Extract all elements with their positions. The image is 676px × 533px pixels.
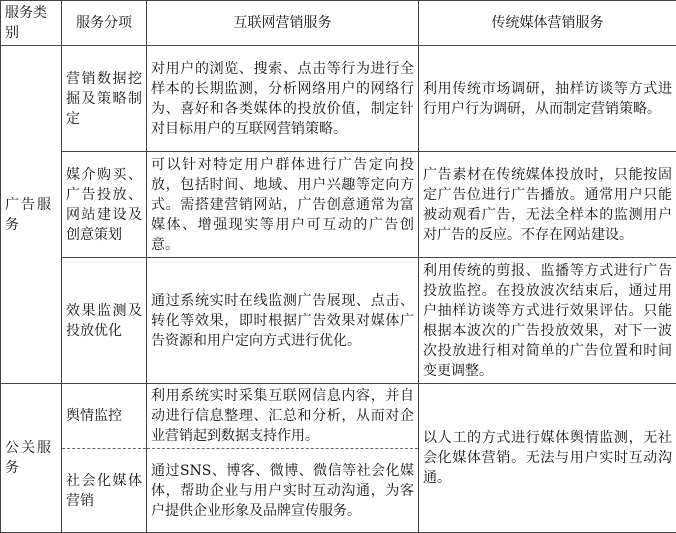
internet-cell: 通过系统实时在线监测广告展现、点击、转化等效果，即时根据广告效果对媒体广告资源和用户定向方式进行优化。 xyxy=(147,258,419,384)
service-type-ad: 广告服务 xyxy=(1,46,62,384)
internet-cell: 利用系统实时采集互联网信息内容，并自动进行信息整理、汇总和分析，从而对企业营销起到数据支持作用。 xyxy=(147,384,419,449)
table-row xyxy=(1,384,676,449)
traditional-cell: 利用传统市场调研，抽样访谈等方式进行用户行为调研，从而制定营销策略。 xyxy=(419,46,676,152)
header-row xyxy=(1,1,676,46)
sub-item: 舆情监控 xyxy=(62,384,147,449)
internet-cell: 可以针对特定用户群体进行广告定向投放，包括时间、地域、用户兴趣等定向方式。需搭建营销网站，广告创意通常为富媒体、增强现实等用户可互动的广告创意。 xyxy=(147,152,419,258)
header-service-type: 服务类别 xyxy=(1,1,62,46)
table-row xyxy=(1,152,676,258)
header-internet-marketing: 互联网营销服务 xyxy=(147,1,419,46)
sub-item: 社会化媒体营销 xyxy=(62,449,147,533)
internet-cell: 通过SNS、博客、微博、微信等社会化媒体，帮助企业与用户实时互动沟通，为客户提供企业形象及品牌宣传服务。 xyxy=(147,449,419,533)
table-row xyxy=(1,258,676,384)
table-row xyxy=(1,46,676,152)
header-traditional-marketing: 传统媒体营销服务 xyxy=(419,1,676,46)
service-type-pr: 公关服务 xyxy=(1,384,62,533)
sub-item: 营销数据挖掘及策略制定 xyxy=(62,46,147,152)
traditional-cell: 以人工的方式进行媒体舆情监测，无社会化媒体营销。无法与用户实时互动沟通。 xyxy=(419,384,676,533)
traditional-cell: 广告素材在传统媒体投放时，只能按固定广告位进行广告播放。通常用户只能被动观看广告，无法全样本的监测用户对广告的反应。不存在网站建设。 xyxy=(419,152,676,258)
traditional-cell: 利用传统的剪报、监播等方式进行广告投放监控。在投放波次结束后，通过用户抽样访谈等方式进行效果评估。只能根据本波次的广告投放效果，对下一波次投放进行相对简单的广告位置和时间变更调整。 xyxy=(419,258,676,384)
header-service-sub: 服务分项 xyxy=(62,1,147,46)
sub-item: 媒介购买、广告投放、网站建设及创意策划 xyxy=(62,152,147,258)
internet-cell: 对用户的浏览、搜索、点击等行为进行全样本的长期监测，分析网络用户的网络行为、喜好和各类媒体的投放价值，制定针对目标用户的互联网营销策略。 xyxy=(147,46,419,152)
sub-item: 效果监测及投放优化 xyxy=(62,258,147,384)
